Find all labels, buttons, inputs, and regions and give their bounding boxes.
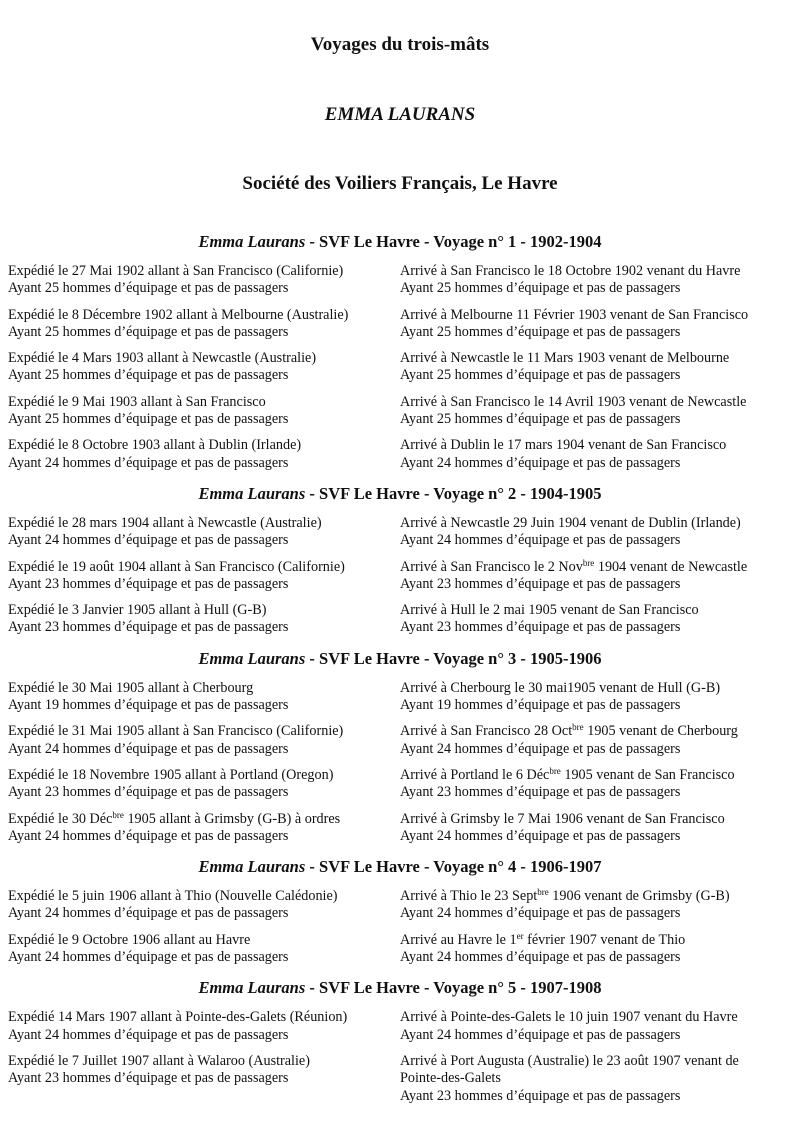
arrival-entry-line: Ayant 23 hommes d’équipage et pas de passagers	[400, 575, 681, 592]
departure-entry-line: Expédié le 5 juin 1906 allant à Thio (Nouvelle Calédonie)	[8, 888, 338, 905]
arrival-entry-line: Ayant 24 hommes d’équipage et pas de passagers	[400, 454, 681, 471]
arrival-entry-line: Arrivé à Hull le 2 mai 1905 venant de San Francisco	[400, 602, 699, 619]
departure-entry-line: Ayant 23 hommes d’équipage et pas de passagers	[8, 619, 289, 636]
voyage-leg-row	[0, 350, 800, 394]
arrival-entry-line: Arrivé à Portland le 6 Déc$^{bre}$ 1905 venant de San Francisco	[400, 765, 735, 783]
departure-entry-line: Ayant 24 hommes d’équipage et pas de passagers	[8, 949, 289, 966]
arrival-entry-line: Ayant 23 hommes d’équipage et pas de passagers	[400, 1087, 681, 1104]
arrival-entry-line: Pointe-des-Galets	[400, 1070, 501, 1087]
departure-entry-line: Expédié le 18 Novembre 1905 allant à Portland (Oregon)	[8, 766, 334, 783]
departure-entry-line: Expédié le 28 mars 1904 allant à Newcastle (Australie)	[8, 514, 322, 531]
arrival-entry-line: Arrivé à Newcastle 29 Juin 1904 venant de Dublin (Irlande)	[400, 514, 741, 531]
departure-entry	[0, 350, 392, 394]
departure-entry	[0, 888, 392, 932]
departure-entry	[0, 307, 392, 351]
departure-entry-line: Ayant 25 hommes d’équipage et pas de passagers	[8, 323, 289, 340]
departure-entry-line: Ayant 23 hommes d’équipage et pas de passagers	[8, 1070, 289, 1087]
departure-entry	[0, 767, 392, 811]
departure-entry-line: Ayant 24 hommes d’équipage et pas de passagers	[8, 532, 289, 549]
voyage-leg-row	[0, 437, 800, 481]
departure-entry-line: Expédié le 8 Décembre 1902 allant à Melbourne (Australie)	[8, 306, 349, 323]
arrival-entry-line: Arrivé à Grimsby le 7 Mai 1906 venant de San Francisco	[400, 810, 725, 827]
voyage-leg-row	[0, 602, 800, 646]
arrival-entry	[392, 350, 792, 394]
arrival-entry	[392, 1009, 792, 1053]
departure-entry	[0, 515, 392, 559]
voyage-ship-name: Emma Laurans	[198, 857, 306, 877]
voyage-label: - SVF Le Havre - Voyage n° 4 - 1906-1907	[305, 857, 602, 877]
arrival-entry	[392, 602, 792, 646]
arrival-entry-line: Ayant 24 hommes d’équipage et pas de passagers	[400, 1026, 681, 1043]
voyage-ship-name: Emma Laurans	[198, 978, 306, 998]
arrival-entry	[392, 394, 792, 438]
document-title: Voyages du trois-mâts	[310, 34, 490, 55]
departure-entry-line: Expédié le 9 Mai 1903 allant à San Francisco	[8, 393, 266, 410]
departure-entry-line: Ayant 24 hommes d’équipage et pas de passagers	[8, 454, 289, 471]
voyage-leg-row	[0, 680, 800, 724]
voyage-label: - SVF Le Havre - Voyage n° 1 - 1902-1904	[305, 232, 602, 251]
departure-entry	[0, 602, 392, 646]
departure-entry-line: Ayant 24 hommes d’équipage et pas de passagers	[8, 905, 289, 922]
arrival-entry-line: Ayant 23 hommes d’équipage et pas de passagers	[400, 619, 681, 636]
departure-entry-line: Expédié le 19 août 1904 allant à San Francisco (Californie)	[8, 558, 345, 575]
arrival-entry-line: Arrivé à San Francisco le 18 Octobre 1902 venant du Havre	[400, 263, 741, 279]
departure-entry-line: Expédié le 31 Mai 1905 allant à San Francisco (Californie)	[8, 723, 344, 740]
departure-entry	[0, 811, 392, 855]
arrival-entry-line: Ayant 25 hommes d’équipage et pas de passagers	[400, 367, 681, 384]
departure-entry	[0, 559, 392, 603]
voyage-leg-row	[0, 723, 800, 767]
departure-entry-line: Expédié le 8 Octobre 1903 allant à Dublin (Irlande)	[8, 437, 302, 454]
voyage-heading	[0, 975, 800, 1009]
voyage-label: - SVF Le Havre - Voyage n° 5 - 1907-1908	[305, 978, 602, 998]
arrival-entry-line: Ayant 25 hommes d’équipage et pas de passagers	[400, 280, 681, 297]
arrival-entry	[392, 767, 792, 811]
departure-entry	[0, 1053, 392, 1115]
voyage-ship-name: Emma Laurans	[198, 232, 306, 251]
voyage-leg-row	[0, 559, 800, 603]
arrival-entry	[392, 888, 792, 932]
departure-entry	[0, 263, 392, 307]
arrival-entry-line: Ayant 24 hommes d’équipage et pas de passagers	[400, 532, 681, 549]
arrival-entry	[392, 1053, 792, 1115]
voyage-label: - SVF Le Havre - Voyage n° 3 - 1905-1906	[305, 648, 602, 668]
voyage-leg-row	[0, 932, 800, 976]
voyage-heading	[0, 646, 800, 680]
voyage-ship-name: Emma Laurans	[198, 648, 306, 668]
arrival-entry	[392, 559, 792, 603]
arrival-entry-line: Ayant 24 hommes d’équipage et pas de passagers	[400, 949, 681, 966]
arrival-entry-line: Arrivé à San Francisco le 2 Nov$^{bre}$ 1904 venant de Newcastle	[400, 557, 748, 575]
departure-entry-line: Expédié le 9 Octobre 1906 allant au Havre	[8, 931, 251, 948]
arrival-entry-line: Arrivé au Havre le 1er février 1907 venant de Thio	[400, 930, 686, 948]
departure-entry-line: Ayant 19 hommes d’équipage et pas de passagers	[8, 697, 289, 714]
arrival-entry-line: Ayant 23 hommes d’équipage et pas de passagers	[400, 784, 681, 801]
departure-entry	[0, 1009, 392, 1053]
arrival-entry-line: Arrivé à Dublin le 17 mars 1904 venant de San Francisco	[400, 437, 727, 454]
voyage-ship-name: Emma Laurans	[198, 483, 306, 503]
voyage-heading	[0, 481, 800, 515]
voyage-leg-row	[0, 515, 800, 559]
arrival-entry-line: Ayant 24 hommes d’équipage et pas de passagers	[400, 740, 681, 757]
arrival-entry	[392, 811, 792, 855]
departure-entry-line: Expédié le 30 Mai 1905 allant à Cherbourg	[8, 679, 254, 696]
departure-entry	[0, 932, 392, 976]
departure-entry-line: Ayant 25 hommes d’équipage et pas de passagers	[8, 411, 289, 428]
voyage-leg-row	[0, 811, 800, 855]
arrival-entry-line: Arrivé à Melbourne 11 Février 1903 venant de San Francisco	[400, 306, 749, 323]
departure-entry	[0, 680, 392, 724]
arrival-entry	[392, 680, 792, 724]
departure-entry-line: Ayant 25 hommes d’équipage et pas de passagers	[8, 367, 289, 384]
departure-entry-line: Expédié le 4 Mars 1903 allant à Newcastle (Australie)	[8, 350, 317, 367]
departure-entry-line: Ayant 25 hommes d’équipage et pas de passagers	[8, 280, 289, 297]
departure-entry-line: Expédié le 7 Juillet 1907 allant à Walaroo (Australie)	[8, 1052, 310, 1069]
departure-entry-line: Ayant 24 hommes d’équipage et pas de passagers	[8, 1026, 289, 1043]
departure-entry	[0, 723, 392, 767]
arrival-entry-line: Arrivé à Port Augusta (Australie) le 23 août 1907 venant de	[400, 1052, 739, 1069]
arrival-entry-line: Arrivé à Thio le 23 Sept$^{bre}$ 1906 venant de Grimsby (G-B)	[400, 887, 730, 905]
departure-entry-line: Ayant 23 hommes d’équipage et pas de passagers	[8, 784, 289, 801]
voyage-leg-row	[0, 888, 800, 932]
arrival-entry-line: Arrivé à Pointe-des-Galets le 10 juin 1907 venant du Havre	[400, 1009, 738, 1026]
arrival-entry-line: Arrivé à Cherbourg le 30 mai1905 venant de Hull (G-B)	[400, 679, 721, 696]
voyage-label: - SVF Le Havre - Voyage n° 2 - 1904-1905	[305, 483, 602, 503]
arrival-entry-line: Arrivé à San Francisco le 14 Avril 1903 venant de Newcastle	[400, 393, 747, 410]
departure-entry-line: Expédié le 27 Mai 1902 allant à San Francisco (Californie)	[8, 263, 344, 279]
voyage-heading	[0, 229, 800, 263]
departure-entry-line: Expédié le 30 Déc$^{bre}$ 1905 allant à Grimsby (G-B) à ordres	[8, 809, 341, 827]
arrival-entry	[392, 515, 792, 559]
arrival-entry-line: Ayant 25 hommes d’équipage et pas de passagers	[400, 323, 681, 340]
company-heading: Société des Voiliers Français, Le Havre	[242, 173, 558, 194]
voyage-leg-row	[0, 263, 800, 307]
arrival-entry	[392, 437, 792, 481]
arrival-entry	[392, 307, 792, 351]
departure-entry	[0, 437, 392, 481]
departure-entry-line: Expédié 14 Mars 1907 allant à Pointe-des-Galets (Réunion)	[8, 1009, 348, 1026]
voyage-leg-row	[0, 767, 800, 811]
arrival-entry	[392, 263, 792, 307]
arrival-entry-line: Arrivé à Newcastle le 11 Mars 1903 venant de Melbourne	[400, 350, 730, 367]
voyage-leg-row	[0, 307, 800, 351]
voyage-leg-row	[0, 1009, 800, 1053]
voyages-list	[0, 229, 800, 1115]
arrival-entry-line: Arrivé à San Francisco 28 Oct$^{bre}$ 1905 venant de Cherbourg	[400, 722, 738, 740]
arrival-entry	[392, 932, 792, 976]
voyage-leg-row	[0, 1053, 800, 1115]
departure-entry-line: Ayant 24 hommes d’équipage et pas de passagers	[8, 827, 289, 844]
departure-entry-line: Ayant 23 hommes d’équipage et pas de passagers	[8, 575, 289, 592]
ship-name-heading: EMMA LAURANS	[324, 104, 476, 125]
arrival-entry-line: Ayant 25 hommes d’équipage et pas de passagers	[400, 411, 681, 428]
arrival-entry-line: Ayant 19 hommes d’équipage et pas de passagers	[400, 697, 681, 714]
voyage-heading	[0, 854, 800, 888]
departure-entry	[0, 394, 392, 438]
departure-entry-line: Expédié le 3 Janvier 1905 allant à Hull (G-B)	[8, 602, 267, 619]
arrival-entry-line: Ayant 24 hommes d’équipage et pas de passagers	[400, 827, 681, 844]
arrival-entry-line: Ayant 24 hommes d’équipage et pas de passagers	[400, 905, 681, 922]
departure-entry-line: Ayant 24 hommes d’équipage et pas de passagers	[8, 740, 289, 757]
arrival-entry	[392, 723, 792, 767]
voyage-leg-row	[0, 394, 800, 438]
